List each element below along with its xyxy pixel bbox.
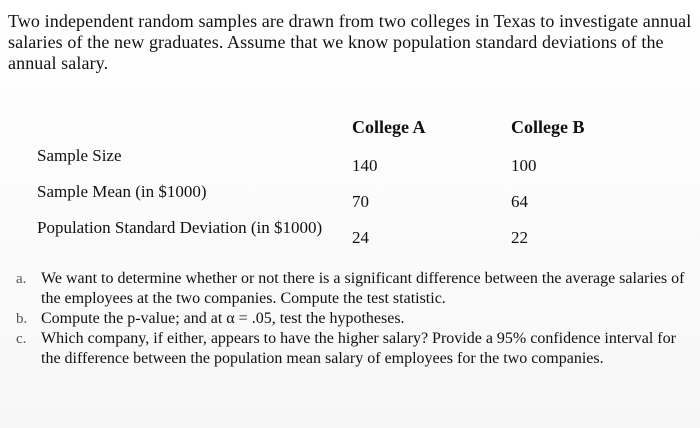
- question-c: [8, 329, 692, 369]
- college-a-population-sd: 24: [352, 228, 369, 247]
- problem-intro: Two independent random samples are drawn from two colleges in Texas to investigate annual salaries of the new graduates. Assume that we know population standard deviations of the annual salary.: [8, 11, 692, 73]
- question-b: [8, 309, 692, 329]
- college-a-sample-mean: 70: [352, 192, 369, 211]
- college-a-sample-size: 140: [352, 156, 378, 175]
- question-a: [8, 269, 692, 309]
- row-label-sample-size: Sample Size: [37, 146, 122, 165]
- college-b-header: College B: [511, 117, 585, 137]
- college-b-population-sd: 22: [511, 228, 528, 247]
- college-b-sample-mean: 64: [511, 192, 528, 211]
- question-a-marker: a.: [16, 271, 27, 287]
- row-label-sample-mean: Sample Mean (in $1000): [37, 182, 207, 201]
- college-a-header: College A: [352, 117, 426, 137]
- college-b-sample-size: 100: [511, 156, 537, 175]
- question-b-text: Compute the p-value; and at α = .05, test the hypotheses.: [41, 310, 405, 327]
- question-a-text: We want to determine whether or not there is a significant difference between the average salaries of the employees at the two companies. Compute the test statistic.: [41, 270, 685, 307]
- question-list: [8, 269, 692, 369]
- question-c-marker: c.: [16, 331, 27, 347]
- question-b-marker: b.: [16, 311, 28, 327]
- question-c-text: Which company, if either, appears to have the higher salary? Provide a 95% confidence interval for the difference between the population mean salary of employees for the two companies.: [41, 330, 676, 367]
- row-label-population-sd: Population Standard Deviation (in $1000): [37, 218, 323, 237]
